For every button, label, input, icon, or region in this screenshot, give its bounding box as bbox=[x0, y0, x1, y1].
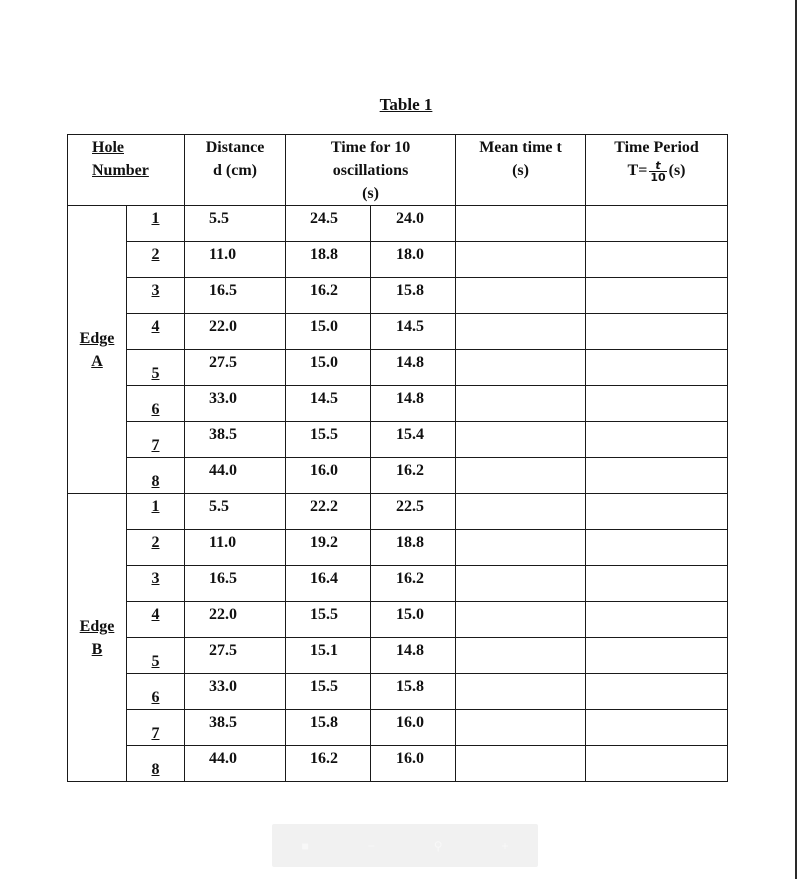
distance-cell: 44.0 bbox=[185, 746, 286, 782]
header-distance-line1: Distance bbox=[205, 139, 265, 156]
header-period-suffix: (s) bbox=[668, 162, 686, 179]
hole-number-cell: 3 bbox=[127, 566, 185, 602]
hole-number-cell: 7 bbox=[127, 710, 185, 746]
time2-cell: 18.8 bbox=[371, 530, 456, 566]
time1-cell: 16.4 bbox=[286, 566, 371, 602]
mean-time-cell bbox=[456, 314, 586, 350]
edge-label bbox=[68, 494, 127, 782]
mean-time-cell bbox=[456, 458, 586, 494]
time-period-cell bbox=[586, 566, 728, 602]
edge-label-line2: A bbox=[91, 352, 103, 370]
header-mean-line1: Mean time t bbox=[479, 139, 562, 156]
edge-label-line1: Edge bbox=[79, 617, 115, 635]
time-period-cell bbox=[586, 602, 728, 638]
time2-cell: 24.0 bbox=[371, 206, 456, 242]
time1-cell: 22.2 bbox=[286, 494, 371, 530]
distance-cell: 22.0 bbox=[185, 314, 286, 350]
period-fraction bbox=[649, 160, 666, 183]
table-row bbox=[68, 242, 728, 278]
time2-cell: 18.0 bbox=[371, 242, 456, 278]
time-period-cell bbox=[586, 278, 728, 314]
table-row bbox=[68, 710, 728, 746]
time2-cell: 15.8 bbox=[371, 674, 456, 710]
toolbar-page-control[interactable]: ■ bbox=[301, 838, 309, 853]
toolbar-zoom-icon[interactable]: ⚲ bbox=[433, 838, 443, 853]
hole-number-cell: 2 bbox=[127, 242, 185, 278]
time2-cell: 16.0 bbox=[371, 710, 456, 746]
hole-number-cell: 6 bbox=[127, 674, 185, 710]
header-time-for-10 bbox=[286, 135, 456, 206]
time1-cell: 24.5 bbox=[286, 206, 371, 242]
time2-cell: 14.8 bbox=[371, 386, 456, 422]
hole-number-cell: 5 bbox=[127, 638, 185, 674]
edge-label bbox=[68, 206, 127, 494]
time-period-cell bbox=[586, 710, 728, 746]
time2-cell: 14.5 bbox=[371, 314, 456, 350]
table-row bbox=[68, 638, 728, 674]
table-title: Table 1 bbox=[379, 95, 433, 114]
distance-cell: 44.0 bbox=[185, 458, 286, 494]
mean-time-cell bbox=[456, 494, 586, 530]
mean-time-cell bbox=[456, 674, 586, 710]
oscillation-table bbox=[67, 134, 728, 782]
hole-number-cell: 1 bbox=[127, 494, 185, 530]
toolbar-zoom-in-icon[interactable]: + bbox=[501, 838, 509, 853]
table-row bbox=[68, 458, 728, 494]
mean-time-cell bbox=[456, 242, 586, 278]
table-row bbox=[68, 602, 728, 638]
toolbar-zoom-out-icon[interactable]: − bbox=[367, 838, 375, 853]
mean-time-cell bbox=[456, 386, 586, 422]
header-time-line1: Time for 10 bbox=[330, 139, 411, 156]
table-row bbox=[68, 566, 728, 602]
table-row bbox=[68, 386, 728, 422]
time1-cell: 15.0 bbox=[286, 314, 371, 350]
mean-time-cell bbox=[456, 746, 586, 782]
time-period-cell bbox=[586, 746, 728, 782]
mean-time-cell bbox=[456, 566, 586, 602]
mean-time-cell bbox=[456, 278, 586, 314]
time-period-cell bbox=[586, 674, 728, 710]
time2-cell: 14.8 bbox=[371, 350, 456, 386]
distance-cell: 5.5 bbox=[185, 494, 286, 530]
distance-cell: 5.5 bbox=[185, 206, 286, 242]
mean-time-cell bbox=[456, 422, 586, 458]
hole-number-cell: 7 bbox=[127, 422, 185, 458]
distance-cell: 11.0 bbox=[185, 242, 286, 278]
distance-cell: 33.0 bbox=[185, 386, 286, 422]
distance-cell: 38.5 bbox=[185, 422, 286, 458]
time-period-cell bbox=[586, 350, 728, 386]
time2-cell: 16.0 bbox=[371, 746, 456, 782]
time1-cell: 19.2 bbox=[286, 530, 371, 566]
table-row bbox=[68, 530, 728, 566]
hole-number-cell: 8 bbox=[127, 458, 185, 494]
header-mean-time bbox=[456, 135, 586, 206]
time1-cell: 15.8 bbox=[286, 710, 371, 746]
time2-cell: 16.2 bbox=[371, 566, 456, 602]
time1-cell: 16.2 bbox=[286, 278, 371, 314]
distance-cell: 11.0 bbox=[185, 530, 286, 566]
time2-cell: 15.4 bbox=[371, 422, 456, 458]
time2-cell: 16.2 bbox=[371, 458, 456, 494]
table-row bbox=[68, 674, 728, 710]
distance-cell: 22.0 bbox=[185, 602, 286, 638]
header-distance-line2: d (cm) bbox=[213, 162, 257, 179]
time1-cell: 15.5 bbox=[286, 422, 371, 458]
time-period-cell bbox=[586, 242, 728, 278]
mean-time-cell bbox=[456, 206, 586, 242]
hole-number-cell: 1 bbox=[127, 206, 185, 242]
page-edge-line bbox=[795, 0, 797, 879]
table-row bbox=[68, 314, 728, 350]
fraction-denominator: 10 bbox=[650, 170, 666, 184]
time1-cell: 18.8 bbox=[286, 242, 371, 278]
time1-cell: 16.2 bbox=[286, 746, 371, 782]
time-period-cell bbox=[586, 206, 728, 242]
table-row bbox=[68, 494, 728, 530]
table-row bbox=[68, 350, 728, 386]
hole-number-cell: 8 bbox=[127, 746, 185, 782]
time-period-cell bbox=[586, 494, 728, 530]
edge-label-line1: Edge bbox=[79, 329, 115, 347]
table-row bbox=[68, 422, 728, 458]
time-period-cell bbox=[586, 314, 728, 350]
header-mean-line2: (s) bbox=[512, 162, 529, 179]
header-time-period bbox=[586, 135, 728, 206]
mean-time-cell bbox=[456, 638, 586, 674]
distance-cell: 16.5 bbox=[185, 566, 286, 602]
mean-time-cell bbox=[456, 710, 586, 746]
table-row bbox=[68, 278, 728, 314]
fraction-numerator: t bbox=[649, 160, 666, 172]
distance-cell: 16.5 bbox=[185, 278, 286, 314]
hole-number-cell: 6 bbox=[127, 386, 185, 422]
time1-cell: 14.5 bbox=[286, 386, 371, 422]
table-row bbox=[68, 206, 728, 242]
header-distance bbox=[185, 135, 286, 206]
time-period-cell bbox=[586, 458, 728, 494]
distance-cell: 27.5 bbox=[185, 350, 286, 386]
mean-time-cell bbox=[456, 602, 586, 638]
time-period-cell bbox=[586, 422, 728, 458]
hole-number-cell: 2 bbox=[127, 530, 185, 566]
time-period-cell bbox=[586, 530, 728, 566]
distance-cell: 33.0 bbox=[185, 674, 286, 710]
header-hole-line1: Hole bbox=[92, 139, 124, 156]
distance-cell: 27.5 bbox=[185, 638, 286, 674]
time2-cell: 22.5 bbox=[371, 494, 456, 530]
header-period-line1: Time Period bbox=[614, 139, 699, 156]
hole-number-cell: 5 bbox=[127, 350, 185, 386]
time-period-cell bbox=[586, 638, 728, 674]
header-time-line2: oscillations bbox=[332, 162, 409, 179]
time2-cell: 14.8 bbox=[371, 638, 456, 674]
edge-label-line2: B bbox=[91, 640, 103, 658]
time1-cell: 15.0 bbox=[286, 350, 371, 386]
header-hole-number bbox=[68, 135, 185, 206]
hole-number-cell: 3 bbox=[127, 278, 185, 314]
distance-cell: 38.5 bbox=[185, 710, 286, 746]
table-row bbox=[68, 746, 728, 782]
time2-cell: 15.0 bbox=[371, 602, 456, 638]
pdf-viewer-toolbar bbox=[272, 824, 538, 867]
mean-time-cell bbox=[456, 350, 586, 386]
time1-cell: 15.5 bbox=[286, 602, 371, 638]
time1-cell: 15.5 bbox=[286, 674, 371, 710]
time1-cell: 16.0 bbox=[286, 458, 371, 494]
header-time-line3: (s) bbox=[362, 185, 379, 202]
time-period-cell bbox=[586, 386, 728, 422]
header-period-prefix: T= bbox=[627, 162, 648, 179]
time1-cell: 15.1 bbox=[286, 638, 371, 674]
mean-time-cell bbox=[456, 530, 586, 566]
hole-number-cell: 4 bbox=[127, 314, 185, 350]
time2-cell: 15.8 bbox=[371, 278, 456, 314]
hole-number-cell: 4 bbox=[127, 602, 185, 638]
header-hole-line2: Number bbox=[92, 162, 149, 179]
header-row bbox=[68, 135, 728, 206]
